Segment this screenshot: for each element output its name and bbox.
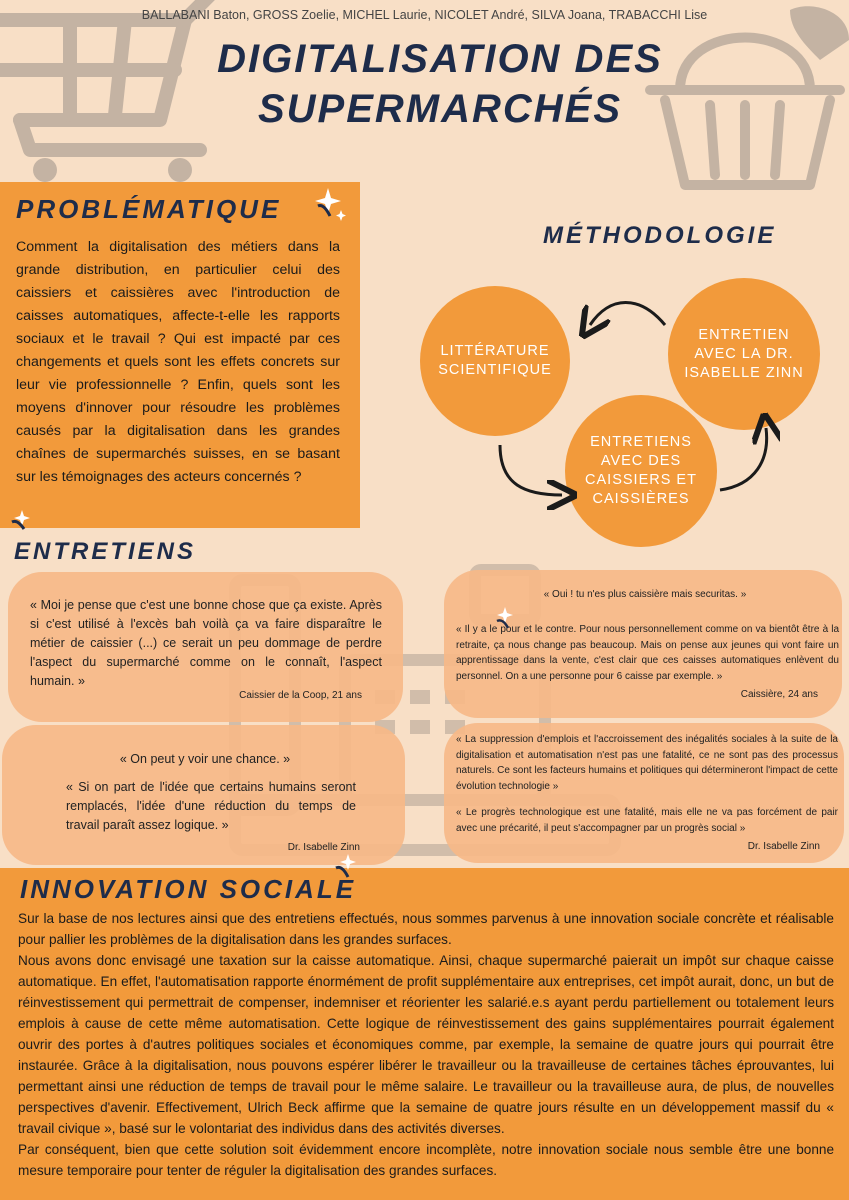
entretiens-heading: ENTRETIENS xyxy=(14,538,197,565)
innovation-heading: INNOVATION SOCIALE xyxy=(20,874,357,904)
circle-litterature: LITTÉRATURE SCIENTIFIQUE xyxy=(420,286,570,436)
quote-3-text: « Si on part de l'idée que certains humains seront remplacés, l'idée d'une réduction du temps de travail paraît assez logique. » xyxy=(66,780,356,832)
arrow-caissiers-to-zinn xyxy=(720,428,767,490)
quote-2-text: « Il y a le pour et le contre. Pour nous personnellement comme on va bientôt être à la retraite, ça nous change pas beaucoup. Mais on pense aux jeunes qui vont faire un apprentissage dans la vente, c'est clair que ces caisses automatiques enlèvent du personnel. On a une personne pour 6 caisse par exemple. » xyxy=(456,624,839,682)
sparkle-icon xyxy=(308,186,348,222)
problematique-heading: PROBLÉMATIQUE xyxy=(16,194,282,224)
quote-3-head: « On peut y voir une chance. » xyxy=(119,752,291,766)
page-title xyxy=(180,34,700,134)
quote-1-cite: Caissier de la Coop, 21 ans xyxy=(239,690,362,701)
quote-1-text: « Moi je pense que c'est une bonne chose que ça existe. Après si c'est utilisé à l'excès bah voilà ça va faire disparaître le métier de caissier (...) ce serait un peu dommage de perdre l'aspect du supermarché comme on le connaît, l'aspect humain. » xyxy=(30,598,382,688)
quote-4-cite: Dr. Isabelle Zinn xyxy=(747,841,820,852)
problematique-text: Comment la digitalisation des métiers dans la grande distribution, en particulier celui des caissiers et caissières avec l'introduction de caisses automatiques, affecte-t-elle les rapports sociaux et le travail ? Qui est impacté par ces changements et quels sont les effets concrets sur leur vie professionnelle ? Enfin, quels sont les moyens d'innover pour résoudre les problèmes causés par la digitalisation dans les grandes chaînes de supermarchés suisses, en se basant sur les témoignages des acteurs concernés ? xyxy=(16,239,340,485)
arrow-litterature-to-caissiers xyxy=(500,445,562,495)
sparkle-icon xyxy=(493,605,517,629)
sparkle-icon xyxy=(8,508,40,530)
quote-4-text-2: « Le progrès technologique est une fatalité, mais elle ne va pas forcément de pair avec une précarité, il peut s'accompagner par un progrès social » xyxy=(456,807,838,834)
cycle-arrows xyxy=(480,290,780,510)
innovation-text xyxy=(18,908,834,1181)
innovation-paragraph-2: Nous avons donc envisagé une taxation sur la caisse automatique. Ainsi, chaque supermarché paierait un impôt sur chaque caisse automatique. En effet, l'automatisation rapporte énormément de profit supplémentaire aux entreprises, cet impôt aurait, donc, un but de réinvestissement qui permettrait de compenser, indemniser et réorienter les salarié.e.s ayant perdu partiellement ou totalement leurs emplois à cause de cette même automatisation. Cette logique de réinvestissement des gains supplémentaires pourrait également ouvrir des portes à d'autres politiques sociales et économiques comme, par exemple, la semaine de quatre jours qui pourrait être instaurée. Grâce à la digitalisation, nous pouvons espérer libérer le travailleur ou la travailleuse de certaines tâches éprouvantes, lui permettant ainsi une réduction de temps de travail pour le même salaire. Le travailleur ou la travailleuse aura, de plus, de nouvelles perspectives d'avenir. Effectivement, Ulrich Beck affirme que la semaine de quatre jours résulte en un développement massif du « travail civique », basé sur le volontariat des individus dans des activités diverses. xyxy=(18,953,834,1136)
quote-2-cite: Caissière, 24 ans xyxy=(740,689,818,700)
innovation-paragraph-1: Sur la base de nos lectures ainsi que des entretiens effectués, nous sommes parvenus à une innovation sociale concrète et réalisable pour pallier les problèmes de la digitalisation dans les grandes surfaces. xyxy=(18,911,834,947)
title-line-1: DIGITALISATION DES xyxy=(217,37,663,81)
circle-entretien-zinn: ENTRETIEN AVEC LA DR. ISABELLE ZINN xyxy=(668,278,820,430)
methodologie-heading: MÉTHODOLOGIE xyxy=(543,222,777,249)
quote-4-text-1: « La suppression d'emplois et l'accroissement des inégalités sociales à la suite de la digitalisation et automatisation n'est pas une fatalité, ce ne sont pas des processus naturels. Ce sont les facteurs humains et politiques qui détermineront l'impact de cette évolution technologie » xyxy=(456,734,838,792)
circle-entretiens-caissiers: ENTRETIENS AVEC DES CAISSIERS ET CAISSIÈRES xyxy=(565,395,717,547)
arrow-zinn-to-litterature xyxy=(590,303,665,326)
authors: BALLABANI Baton, GROSS Zoelie, MICHEL Laurie, NICOLET André, SILVA Joana, TRABACCHI Lise xyxy=(141,8,708,22)
quote-3-cite: Dr. Isabelle Zinn xyxy=(287,842,360,853)
quote-2-head: « Oui ! tu n'es plus caissière mais securitas. » xyxy=(543,589,747,600)
innovation-paragraph-3: Par conséquent, bien que cette solution soit évidemment encore incomplète, notre innovation sociale nous semble être une bonne mesure temporaire pour tenter de réguler la digitalisation des grandes surfaces. xyxy=(18,1142,834,1178)
title-line-2: SUPERMARCHÉS xyxy=(257,87,623,131)
